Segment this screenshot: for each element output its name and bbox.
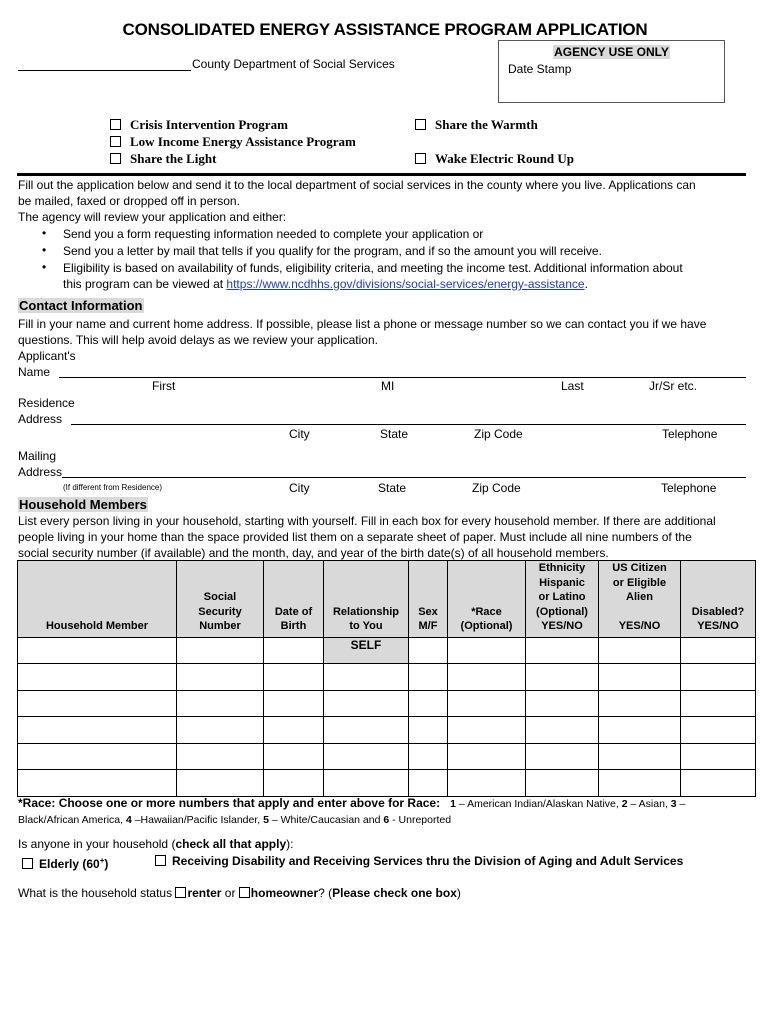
table-cell[interactable] <box>324 664 409 691</box>
table-cell[interactable] <box>324 743 409 770</box>
disability-option[interactable]: Receiving Disability and Receiving Services thru the Division of Aging and Adult Services <box>155 853 683 870</box>
household-line-1: List every person living in your household, starting with yourself. Fill in each box for every household member. If there are additional <box>18 514 716 528</box>
county-blank-line[interactable] <box>18 70 191 71</box>
suffix-label: Jr/Sr etc. <box>649 379 698 393</box>
applicant-name-field[interactable] <box>59 377 746 378</box>
checkbox-icon[interactable] <box>110 153 121 164</box>
intro-bullet-2: Send you a letter by mail that tells if you qualify for the program, and if so the amount you will receive. <box>63 244 602 258</box>
table-cell[interactable] <box>526 743 599 770</box>
checkbox-icon[interactable] <box>22 858 33 869</box>
table-cell[interactable] <box>264 664 324 691</box>
agency-use-heading: AGENCY USE ONLY <box>554 45 669 59</box>
table-cell[interactable] <box>681 717 756 744</box>
column-header: US Citizen or Eligible Alien YES/NO <box>599 561 681 638</box>
table-cell[interactable] <box>599 770 681 797</box>
column-header: Sex M/F <box>409 561 448 638</box>
residence-city-label: City <box>289 427 310 441</box>
household-members-table <box>17 560 756 797</box>
table-cell[interactable] <box>526 664 599 691</box>
section-divider <box>17 173 746 176</box>
table-cell[interactable] <box>681 690 756 717</box>
residence-label: Residence <box>18 396 75 410</box>
table-cell[interactable] <box>18 690 177 717</box>
table-cell[interactable] <box>448 690 526 717</box>
table-cell[interactable] <box>448 637 526 664</box>
column-header: Household Member <box>18 561 177 638</box>
residence-phone-label: Telephone <box>662 427 718 441</box>
table-cell[interactable] <box>448 743 526 770</box>
household-status-question: What is the household status renter or homeowner? (Please check one box) <box>18 886 461 900</box>
table-cell[interactable] <box>448 770 526 797</box>
table-cell[interactable] <box>448 664 526 691</box>
form-title: CONSOLIDATED ENERGY ASSISTANCE PROGRAM APPLICATION <box>122 20 648 39</box>
table-cell[interactable] <box>324 717 409 744</box>
mailing-label: Mailing <box>18 449 57 463</box>
table-cell[interactable] <box>409 637 448 664</box>
table-cell[interactable] <box>681 664 756 691</box>
table-cell[interactable] <box>18 717 177 744</box>
residence-address-field[interactable] <box>71 424 746 425</box>
energy-assistance-link[interactable]: https://www.ncdhhs.gov/divisions/social-services/energy-assistance <box>226 277 585 291</box>
household-line-2: people living in your home than the space provided list them on a separate sheet of paper. Must include all nine numbers of the <box>18 530 692 544</box>
table-cell[interactable] <box>526 637 599 664</box>
race-options: 1 – American Indian/Alaskan Native, 2 – Asian, 3 – Black/African America, 4 –Hawaiian/Pacific Islander, 5 – White/Caucasian and 6 - Unreported <box>18 798 686 826</box>
date-stamp-label: Date Stamp <box>508 62 572 76</box>
mailing-zip-label: Zip Code <box>472 481 521 495</box>
bullet-icon: • <box>42 260 47 274</box>
table-row <box>18 664 756 691</box>
household-check-prompt: Is anyone in your household (check all that apply): <box>18 837 294 851</box>
table-cell[interactable] <box>599 717 681 744</box>
table-cell[interactable] <box>264 717 324 744</box>
table-row <box>18 770 756 797</box>
contact-line-1: Fill in your name and current home address. If possible, please list a phone or message number so we can contact you if we have <box>18 317 707 331</box>
mailing-state-label: State <box>378 481 407 495</box>
agency-use-box <box>498 40 725 103</box>
intro-bullet-3-cont: this program can be viewed at https://www.ncdhhs.gov/divisions/social-services/energy-assistance. <box>63 277 588 291</box>
table-cell[interactable] <box>18 664 177 691</box>
checkbox-icon[interactable] <box>155 855 166 866</box>
table-cell[interactable] <box>264 743 324 770</box>
mailing-note: (If different from Residence) <box>63 483 163 492</box>
mailing-address-field[interactable] <box>62 477 746 478</box>
contact-heading: Contact Information <box>19 298 143 313</box>
table-cell[interactable] <box>264 690 324 717</box>
table-cell[interactable] <box>526 717 599 744</box>
table-cell[interactable] <box>526 690 599 717</box>
mailing-phone-label: Telephone <box>661 481 717 495</box>
table-cell[interactable] <box>409 690 448 717</box>
intro-line-3: The agency will review your application and either: <box>18 210 287 224</box>
race-note: *Race: Choose one or more numbers that apply and enter above for Race: 1 – American Indian/Alaskan Native, 2 – Asian, 3 – Black/African America, 4 –Hawaiian/Pacific Islander, 5 – White/Caucasian and 6 - Unreported <box>18 796 686 826</box>
table-cell[interactable] <box>264 637 324 664</box>
contact-line-2: questions. This will help avoid delays as we review your application. <box>18 333 378 347</box>
address-label: Address <box>18 412 63 426</box>
checkbox-icon[interactable] <box>415 119 426 130</box>
table-cell[interactable] <box>409 743 448 770</box>
table-row <box>18 717 756 744</box>
table-cell[interactable] <box>18 637 177 664</box>
table-cell[interactable] <box>409 664 448 691</box>
residence-state-label: State <box>380 427 409 441</box>
elderly-option[interactable]: Elderly (60+) <box>22 853 108 873</box>
bullet-icon: • <box>42 243 47 257</box>
column-header: *Race (Optional) <box>448 561 526 638</box>
program-wake-electric[interactable]: Wake Electric Round Up <box>415 151 574 167</box>
table-cell[interactable] <box>599 743 681 770</box>
table-cell[interactable] <box>177 717 264 744</box>
last-name-label: Last <box>561 379 584 393</box>
table-cell[interactable] <box>599 637 681 664</box>
table-cell[interactable] <box>409 717 448 744</box>
column-header: Ethnicity Hispanic or Latino (Optional) YES/NO <box>526 561 599 638</box>
applicant-label: Applicant's <box>18 349 76 363</box>
column-header: Date of Birth <box>264 561 324 638</box>
intro-bullet-3: Eligibility is based on availability of funds, eligibility criteria, and meeting the income test. Additional information about <box>63 261 683 275</box>
table-row <box>18 690 756 717</box>
renter-checkbox-icon[interactable] <box>175 887 186 898</box>
first-name-label: First <box>152 379 176 393</box>
table-cell[interactable] <box>448 717 526 744</box>
column-header: Social Security Number <box>177 561 264 638</box>
table-cell[interactable] <box>681 637 756 664</box>
table-cell[interactable] <box>526 770 599 797</box>
table-cell[interactable] <box>599 664 681 691</box>
table-cell[interactable] <box>177 690 264 717</box>
intro-bullet-1: Send you a form requesting information needed to complete your application or <box>63 227 484 241</box>
intro-line-2: be mailed, faxed or dropped off in person. <box>18 194 240 208</box>
table-header-row <box>18 561 756 638</box>
table-cell[interactable] <box>177 743 264 770</box>
name-label: Name <box>18 365 51 379</box>
mailing-address-label: Address <box>18 465 63 479</box>
program-share-the-warmth[interactable]: Share the Warmth <box>415 117 538 133</box>
household-line-3: social security number (if available) and the month, day, and year of the birth date(s) of all household members. <box>18 546 609 560</box>
table-cell[interactable] <box>409 770 448 797</box>
table-cell[interactable] <box>264 770 324 797</box>
table-row <box>18 743 756 770</box>
program-crisis-intervention[interactable]: Crisis Intervention Program <box>110 117 288 133</box>
bullet-icon: • <box>42 226 47 240</box>
column-header: Relationship to You <box>324 561 409 638</box>
mi-label: MI <box>381 379 395 393</box>
program-share-the-light[interactable]: Share the Light <box>110 151 216 167</box>
checkbox-icon[interactable] <box>110 136 121 147</box>
table-cell[interactable] <box>177 770 264 797</box>
table-cell[interactable] <box>177 637 264 664</box>
table-cell[interactable] <box>681 770 756 797</box>
table-cell[interactable] <box>18 770 177 797</box>
intro-line-1: Fill out the application below and send it to the local department of social services in the county where you live. Applications can <box>18 178 696 192</box>
table-cell[interactable] <box>324 770 409 797</box>
checkbox-icon[interactable] <box>110 119 121 130</box>
checkbox-icon[interactable] <box>415 153 426 164</box>
table-cell[interactable] <box>599 690 681 717</box>
household-heading: Household Members <box>19 497 147 512</box>
table-cell[interactable] <box>177 664 264 691</box>
table-cell[interactable] <box>681 743 756 770</box>
table-row <box>18 637 756 664</box>
residence-zip-label: Zip Code <box>474 427 523 441</box>
column-header: Disabled? YES/NO <box>681 561 756 638</box>
table-cell[interactable] <box>18 743 177 770</box>
program-liheap[interactable]: Low Income Energy Assistance Program <box>110 134 356 150</box>
county-label: County Department of Social Services <box>192 57 395 71</box>
mailing-city-label: City <box>289 481 310 495</box>
homeowner-checkbox-icon[interactable] <box>239 887 250 898</box>
table-cell[interactable] <box>324 690 409 717</box>
self-cell[interactable]: SELF <box>324 637 409 664</box>
